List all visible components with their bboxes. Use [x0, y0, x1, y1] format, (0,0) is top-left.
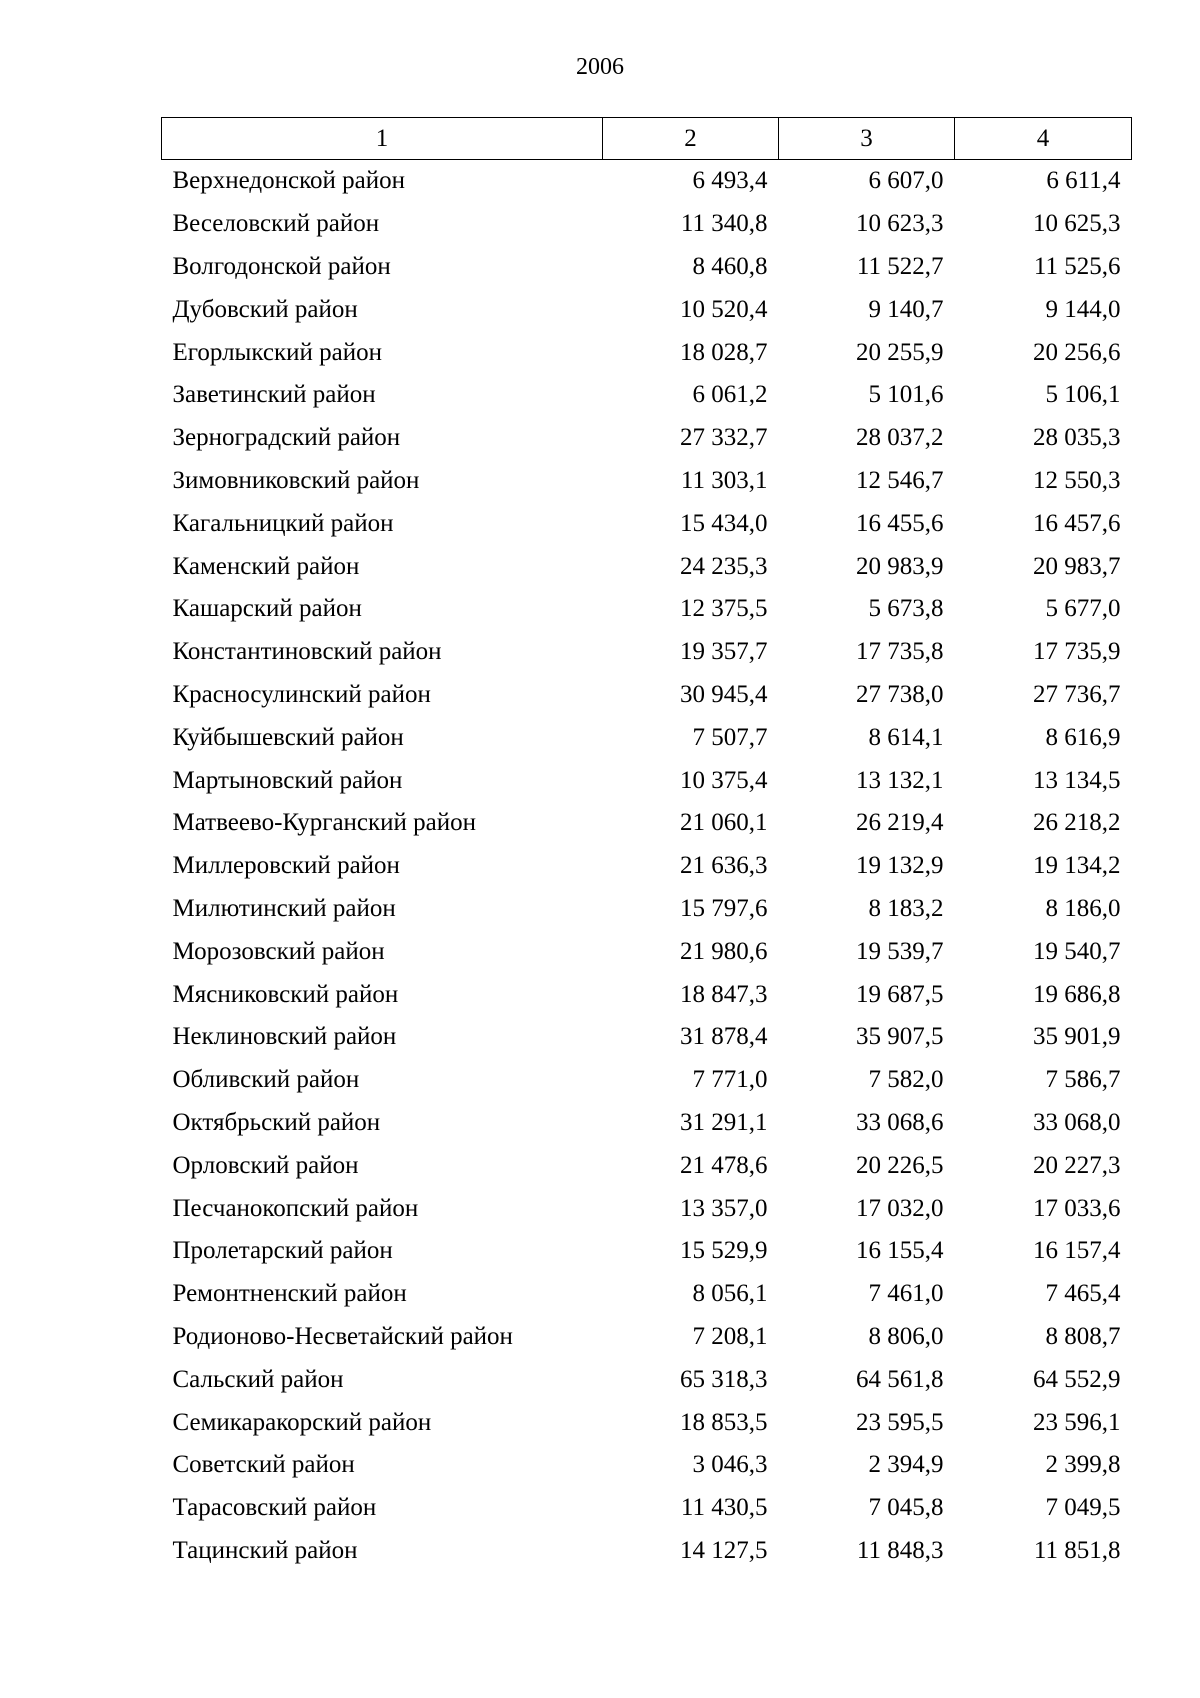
- value-col4-cell: 33 068,0: [1033, 1108, 1121, 1136]
- table-row: [162, 1316, 1132, 1359]
- value-col2-cell: 11 340,8: [680, 210, 768, 238]
- district-name-cell: Милютинский район: [172, 894, 396, 922]
- value-col4-cell: 6 611,4: [1046, 167, 1121, 195]
- budget-table: [161, 117, 1132, 1572]
- district-name-cell: Тацинский район: [172, 1536, 358, 1564]
- value-col4-cell: 27 736,7: [1033, 680, 1121, 708]
- district-name-cell: Миллеровский район: [172, 852, 400, 880]
- district-name-cell: Матвеево-Курганский район: [172, 809, 477, 837]
- value-col2-cell: 21 060,1: [680, 809, 768, 837]
- value-col2-cell: 14 127,5: [680, 1536, 768, 1564]
- value-col2-cell: 24 235,3: [680, 552, 768, 580]
- table-row: [162, 973, 1132, 1016]
- district-name-cell: Семикаракорский район: [172, 1408, 432, 1436]
- value-col3-cell: 12 546,7: [856, 466, 944, 494]
- table-row: [162, 1444, 1132, 1487]
- value-col3-cell: 17 032,0: [856, 1194, 944, 1222]
- table-row: [162, 631, 1132, 674]
- value-col2-cell: 27 332,7: [680, 424, 768, 452]
- table-row: [162, 1016, 1132, 1059]
- value-col3-cell: 20 226,5: [856, 1151, 944, 1179]
- district-name-cell: Красносулинский район: [172, 680, 431, 708]
- district-name-cell: Куйбышевский район: [172, 723, 404, 751]
- value-col2-cell: 15 797,6: [680, 894, 768, 922]
- district-name-cell: Песчанокопский район: [172, 1194, 419, 1222]
- value-col3-cell: 2 394,9: [868, 1451, 944, 1479]
- district-name-cell: Зерноградский район: [172, 424, 401, 452]
- value-col2-cell: 18 853,5: [680, 1408, 768, 1436]
- value-col2-cell: 21 980,6: [680, 937, 768, 965]
- district-name-cell: Сальский район: [172, 1365, 344, 1393]
- value-col2-cell: 21 478,6: [680, 1151, 768, 1179]
- value-col3-cell: 20 983,9: [856, 552, 944, 580]
- table-row: [162, 588, 1132, 631]
- value-col4-cell: 5 106,1: [1045, 381, 1121, 409]
- value-col3-cell: 13 132,1: [856, 766, 944, 794]
- value-col3-cell: 64 561,8: [856, 1365, 944, 1393]
- district-name-cell: Орловский район: [172, 1151, 359, 1179]
- table-row: [162, 374, 1132, 417]
- table-row: [162, 1530, 1132, 1573]
- table-row: [162, 460, 1132, 503]
- value-col2-cell: 7 507,7: [692, 723, 768, 751]
- district-name-cell: Кагальницкий район: [172, 509, 394, 537]
- value-col2-cell: 10 520,4: [680, 295, 768, 323]
- district-name-cell: Советский район: [172, 1451, 355, 1479]
- value-col3-cell: 11 848,3: [856, 1536, 944, 1564]
- table-row: [162, 1273, 1132, 1316]
- value-col4-cell: 10 625,3: [1033, 210, 1121, 238]
- value-col4-cell: 20 983,7: [1033, 552, 1121, 580]
- value-col3-cell: 26 219,4: [856, 809, 944, 837]
- value-col2-cell: 6 493,4: [692, 167, 768, 195]
- value-col4-cell: 7 465,4: [1045, 1280, 1121, 1308]
- value-col3-cell: 19 539,7: [856, 937, 944, 965]
- value-col4-cell: 23 596,1: [1033, 1408, 1121, 1436]
- value-col4-cell: 11 525,6: [1033, 252, 1121, 280]
- value-col3-cell: 11 522,7: [856, 252, 944, 280]
- value-col4-cell: 35 901,9: [1033, 1023, 1121, 1051]
- table-row: [162, 1144, 1132, 1187]
- value-col4-cell: 7 586,7: [1045, 1066, 1121, 1094]
- value-col4-cell: 11 851,8: [1033, 1536, 1121, 1564]
- value-col2-cell: 8 056,1: [692, 1280, 768, 1308]
- value-col4-cell: 19 540,7: [1033, 937, 1121, 965]
- value-col3-cell: 23 595,5: [856, 1408, 944, 1436]
- value-col4-cell: 26 218,2: [1033, 809, 1121, 837]
- value-col4-cell: 64 552,9: [1033, 1365, 1121, 1393]
- value-col3-cell: 16 155,4: [856, 1237, 944, 1265]
- value-col3-cell: 35 907,5: [856, 1023, 944, 1051]
- value-col2-cell: 11 430,5: [680, 1494, 768, 1522]
- table-row: [162, 1102, 1132, 1145]
- district-name-cell: Ремонтненский район: [172, 1280, 407, 1308]
- value-col4-cell: 20 256,6: [1033, 338, 1121, 366]
- value-col2-cell: 30 945,4: [680, 680, 768, 708]
- value-col3-cell: 19 687,5: [856, 980, 944, 1008]
- value-col3-cell: 27 738,0: [856, 680, 944, 708]
- district-name-cell: Мясниковский район: [172, 980, 399, 1008]
- table-row: [162, 1401, 1132, 1444]
- value-col4-cell: 8 616,9: [1045, 723, 1121, 751]
- table-row: [162, 417, 1132, 460]
- table-row: [162, 1487, 1132, 1530]
- page-number: 2006: [576, 54, 624, 80]
- table-row: [162, 246, 1132, 289]
- value-col3-cell: 5 101,6: [868, 381, 944, 409]
- district-name-cell: Веселовский район: [172, 210, 380, 238]
- table-row: [162, 759, 1132, 802]
- value-col3-cell: 19 132,9: [856, 852, 944, 880]
- value-col2-cell: 7 208,1: [692, 1322, 768, 1350]
- value-col2-cell: 18 847,3: [680, 980, 768, 1008]
- district-name-cell: Дубовский район: [172, 295, 358, 323]
- value-col3-cell: 7 461,0: [868, 1280, 944, 1308]
- district-name-cell: Заветинский район: [172, 381, 376, 409]
- value-col3-cell: 5 673,8: [868, 595, 944, 623]
- value-col4-cell: 20 227,3: [1033, 1151, 1121, 1179]
- value-col4-cell: 9 144,0: [1045, 295, 1121, 323]
- value-col3-cell: 16 455,6: [856, 509, 944, 537]
- district-name-cell: Октябрьский район: [172, 1108, 381, 1136]
- value-col3-cell: 7 582,0: [868, 1066, 944, 1094]
- table-row: [162, 674, 1132, 717]
- table-body: [162, 160, 1132, 1573]
- value-col2-cell: 18 028,7: [680, 338, 768, 366]
- district-name-cell: Морозовский район: [172, 937, 385, 965]
- column-header-2: 2: [603, 118, 779, 160]
- table-row: [162, 288, 1132, 331]
- value-col2-cell: 15 434,0: [680, 509, 768, 537]
- district-name-cell: Обливский район: [172, 1066, 360, 1094]
- value-col4-cell: 19 686,8: [1033, 980, 1121, 1008]
- value-col3-cell: 28 037,2: [856, 424, 944, 452]
- table-row: [162, 331, 1132, 374]
- table-row: [162, 203, 1132, 246]
- district-name-cell: Тарасовский район: [172, 1494, 377, 1522]
- value-col3-cell: 17 735,8: [856, 638, 944, 666]
- table-row: [162, 502, 1132, 545]
- table-row: [162, 545, 1132, 588]
- value-col3-cell: 7 045,8: [868, 1494, 944, 1522]
- table-row: [162, 160, 1132, 203]
- district-name-cell: Егорлыкский район: [172, 338, 382, 366]
- value-col2-cell: 8 460,8: [692, 252, 768, 280]
- value-col4-cell: 8 808,7: [1045, 1322, 1121, 1350]
- table-row: [162, 1187, 1132, 1230]
- value-col2-cell: 12 375,5: [680, 595, 768, 623]
- value-col2-cell: 19 357,7: [680, 638, 768, 666]
- value-col2-cell: 3 046,3: [692, 1451, 768, 1479]
- value-col4-cell: 19 134,2: [1033, 852, 1121, 880]
- district-name-cell: Неклиновский район: [172, 1023, 397, 1051]
- value-col3-cell: 33 068,6: [856, 1108, 944, 1136]
- value-col2-cell: 6 061,2: [692, 381, 768, 409]
- value-col4-cell: 28 035,3: [1033, 424, 1121, 452]
- value-col2-cell: 15 529,9: [680, 1237, 768, 1265]
- column-header-3: 3: [779, 118, 955, 160]
- district-name-cell: Константиновский район: [172, 638, 442, 666]
- table-header: [162, 118, 1132, 160]
- column-header-1: 1: [162, 118, 603, 160]
- value-col2-cell: 21 636,3: [680, 852, 768, 880]
- table-row: [162, 1358, 1132, 1401]
- value-col3-cell: 20 255,9: [856, 338, 944, 366]
- value-col3-cell: 6 607,0: [868, 167, 944, 195]
- value-col3-cell: 10 623,3: [856, 210, 944, 238]
- value-col4-cell: 8 186,0: [1045, 894, 1121, 922]
- district-name-cell: Пролетарский район: [172, 1237, 393, 1265]
- district-name-cell: Зимовниковский район: [172, 466, 420, 494]
- value-col4-cell: 2 399,8: [1045, 1451, 1121, 1479]
- value-col4-cell: 17 033,6: [1033, 1194, 1121, 1222]
- value-col3-cell: 9 140,7: [868, 295, 944, 323]
- value-col3-cell: 8 614,1: [868, 723, 944, 751]
- column-header-4: 4: [955, 118, 1132, 160]
- table-row: [162, 930, 1132, 973]
- district-name-cell: Каменский район: [172, 552, 360, 580]
- header-row: [162, 118, 1132, 160]
- district-name-cell: Верхнедонской район: [172, 167, 405, 195]
- table-row: [162, 1059, 1132, 1102]
- value-col4-cell: 12 550,3: [1033, 466, 1121, 494]
- table-row: [162, 888, 1132, 931]
- value-col4-cell: 16 457,6: [1033, 509, 1121, 537]
- value-col3-cell: 8 183,2: [868, 894, 944, 922]
- value-col4-cell: 17 735,9: [1033, 638, 1121, 666]
- value-col2-cell: 31 878,4: [680, 1023, 768, 1051]
- value-col2-cell: 65 318,3: [680, 1365, 768, 1393]
- value-col4-cell: 5 677,0: [1045, 595, 1121, 623]
- value-col4-cell: 13 134,5: [1033, 766, 1121, 794]
- value-col2-cell: 11 303,1: [680, 466, 768, 494]
- district-name-cell: Волгодонской район: [172, 252, 391, 280]
- value-col4-cell: 7 049,5: [1045, 1494, 1121, 1522]
- table-row: [162, 802, 1132, 845]
- value-col2-cell: 7 771,0: [692, 1066, 768, 1094]
- district-name-cell: Мартыновский район: [172, 766, 403, 794]
- value-col4-cell: 16 157,4: [1033, 1237, 1121, 1265]
- value-col2-cell: 10 375,4: [680, 766, 768, 794]
- table-row: [162, 716, 1132, 759]
- value-col2-cell: 13 357,0: [680, 1194, 768, 1222]
- district-name-cell: Родионово-Несветайский район: [172, 1322, 513, 1350]
- district-name-cell: Кашарский район: [172, 595, 362, 623]
- value-col3-cell: 8 806,0: [868, 1322, 944, 1350]
- table-row: [162, 845, 1132, 888]
- table-row: [162, 1230, 1132, 1273]
- value-col2-cell: 31 291,1: [680, 1108, 768, 1136]
